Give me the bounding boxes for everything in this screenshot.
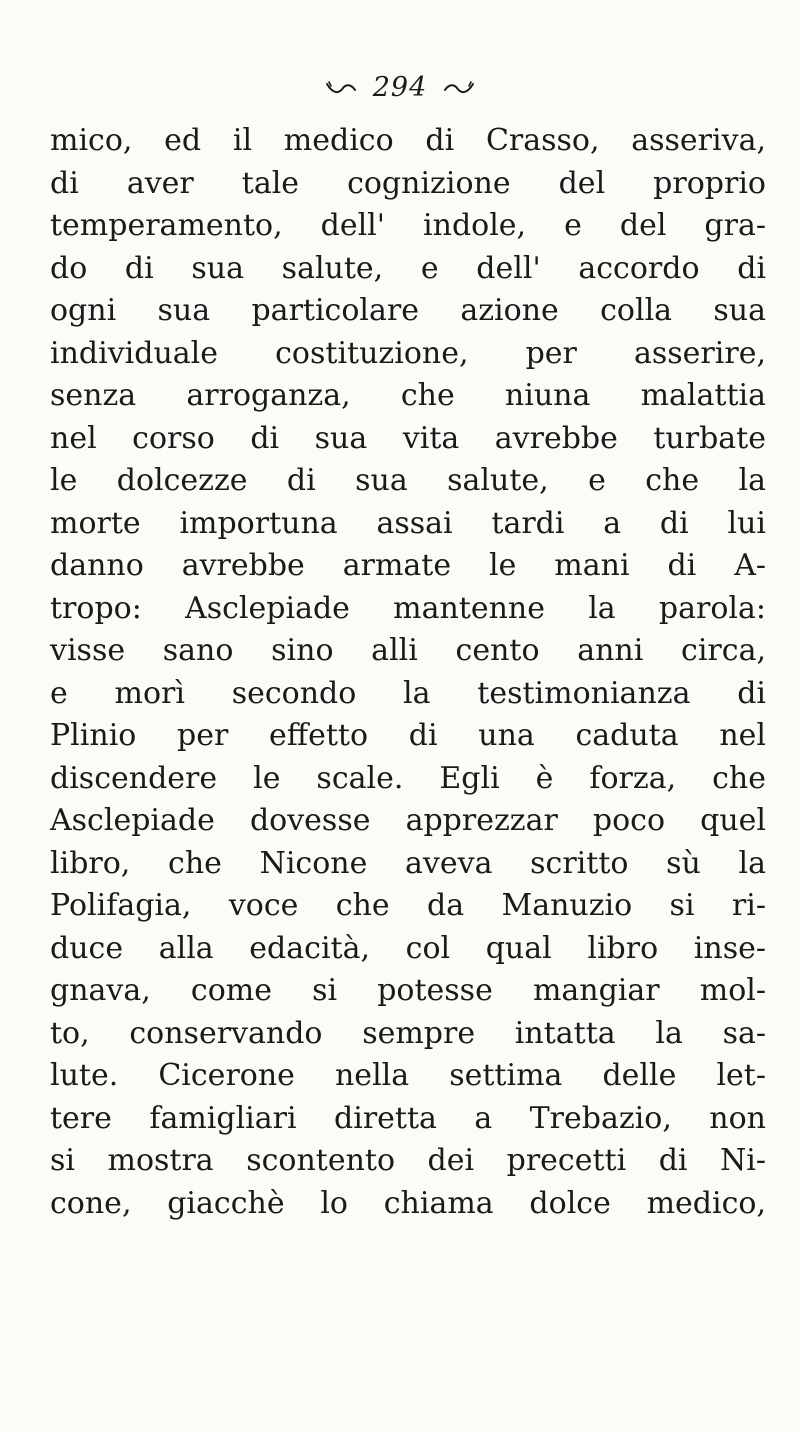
left-flourish-icon <box>325 80 359 96</box>
text-line: Asclepiade dovesse apprezzar poco quel <box>50 803 766 838</box>
text-line: Plinio per effetto di una caduta nel <box>50 718 766 753</box>
text-line: duce alla edacità, col qual libro inse- <box>50 930 766 966</box>
text-line: gnava, come si potesse mangiar mol- <box>50 973 766 1008</box>
text-line: visse sano sino alli cento anni circa, <box>50 633 766 668</box>
text-line: to, conservando sempre intatta la sa- <box>50 1015 766 1051</box>
text-line: tere famigliari diretta a Trebazio, non <box>50 1100 766 1136</box>
text-line: e morì secondo la testimonianza di <box>50 675 766 711</box>
text-line: di aver tale cognizione del proprio <box>50 165 766 201</box>
right-flourish-icon <box>441 80 475 96</box>
text-line: do di sua salute, e dell' accordo di <box>50 250 766 286</box>
page-number: 294 <box>372 72 428 103</box>
text-line: discendere le scale. Egli è forza, che <box>50 760 766 796</box>
text-line: le dolcezze di sua salute, e che la <box>50 463 766 498</box>
text-line: temperamento, dell' indole, e del gra- <box>50 208 766 243</box>
text-line: lute. Cicerone nella settima delle let- <box>50 1058 766 1093</box>
text-line: individuale costituzione, per asserire, <box>50 335 766 371</box>
text-line: si mostra scontento dei precetti di Ni- <box>50 1143 766 1178</box>
text-line: danno avrebbe armate le mani di A- <box>50 548 766 583</box>
text-line: Polifagia, voce che da Manuzio si ri- <box>50 888 766 923</box>
text-line: tropo: Asclepiade mantenne la parola: <box>50 590 766 626</box>
text-line: cone, giacchè lo chiama dolce medico, <box>50 1185 766 1221</box>
text-line: mico, ed il medico di Crasso, asseriva, <box>50 123 766 158</box>
body-text <box>50 120 766 1225</box>
text-line: morte importuna assai tardi a di lui <box>50 505 766 541</box>
text-line: ogni sua particolare azione colla sua <box>50 293 766 328</box>
page-header <box>0 72 800 103</box>
text-line: senza arroganza, che niuna malattia <box>50 378 766 413</box>
text-line: nel corso di sua vita avrebbe turbate <box>50 420 766 456</box>
text-line: libro, che Nicone aveva scritto sù la <box>50 845 766 881</box>
